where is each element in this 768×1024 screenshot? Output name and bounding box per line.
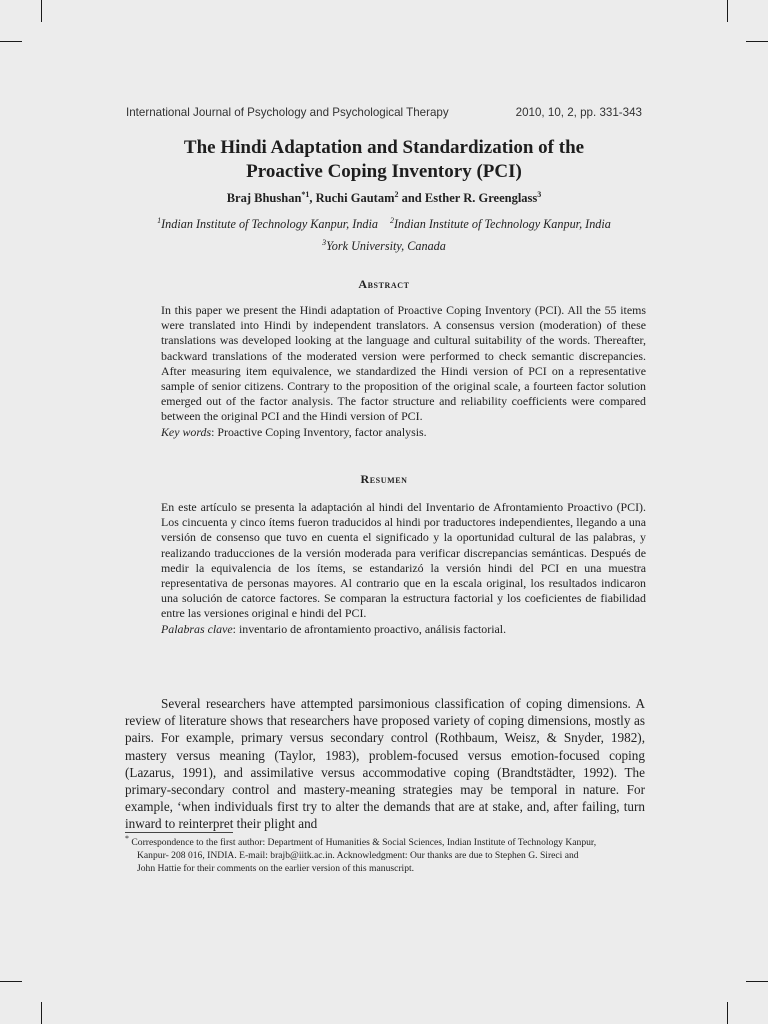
affiliation-sup: 2 bbox=[390, 215, 394, 225]
author-name: Esther R. Greenglass bbox=[424, 191, 538, 205]
author-sup: 3 bbox=[537, 189, 542, 199]
palabras-clave-label: Palabras clave bbox=[161, 621, 233, 636]
footnote-line: * Correspondence to the first author: Department of Humanities & Social Sciences, Indian Institute of Technology Kanpur, bbox=[125, 833, 597, 848]
palabras-clave-line bbox=[161, 622, 646, 637]
author-list bbox=[0, 191, 768, 206]
crop-mark bbox=[0, 981, 22, 982]
abstract-text: In this paper we present the Hindi adaptation of Proactive Coping Inventory (PCI). All the 55 items were translated into Hindi by independent translators. A consensus version (moderation) of these translations was developed looking at the language and cultural suitability of the words. Thereafter, backward translations of the moderated version were performed to check semantic discrepancies. After measuring item equivalence, we standardized the Hindi version of PCI on a representative sample of senior citizens. Contrary to the proposition of the original scale, a fourteen factor solution emerged out of the factor analysis. The factor structure and reliability coefficients were compared between the original PCI and the Hindi version of PCI. bbox=[161, 303, 646, 424]
affiliation-sup: 1 bbox=[157, 215, 162, 225]
affiliation: York University, Canada bbox=[326, 239, 446, 253]
keywords: : Proactive Coping Inventory, factor analysis. bbox=[211, 424, 427, 439]
title-line-1: The Hindi Adaptation and Standardization of the bbox=[183, 137, 585, 158]
crop-mark bbox=[41, 0, 42, 22]
footnote-marker: * bbox=[125, 833, 129, 843]
footnote bbox=[125, 833, 645, 875]
palabras-clave: : inventario de afrontamiento proactivo, análisis factorial. bbox=[232, 621, 507, 636]
journal-name: International Journal of Psychology and Psychological Therapy bbox=[126, 106, 449, 119]
author-name: Ruchi Gautam bbox=[315, 191, 395, 205]
resumen-text: En este artículo se presenta la adaptación al hindi del Inventario de Afrontamiento Proactivo (PCI). Los cincuenta y cinco ítems fueron traducidos al hindi por traductores independientes, llegando a una versión de consenso que tuvo en cuenta el significado y la oportunidad cultural de las palabras, y realizando traducciones de la versión moderada para verificar discrepancias semánticas. Después de medir la equivalencia de los ítems, se estandarizó la versión hindi del PCI en una muestra representativa de personas mayores. Al contrario que en la escala original, los resultados indicaron una solución de catorce factores. Se comparan la estructura factorial y los coeficientes de fiabilidad entre las versiones original e hindi del PCI. bbox=[161, 500, 646, 621]
citation: 2010, 10, 2, pp. 331-343 bbox=[515, 106, 642, 119]
keywords-label: Key words bbox=[161, 424, 212, 439]
keywords-line bbox=[161, 425, 646, 440]
body-paragraph: Several researchers have attempted parsimonious classification of coping dimensions. A review of literature shows that researchers have proposed variety of coping dimensions, mostly as pairs. For example, primary versus secondary control (Rothbaum, Weisz, & Snyder, 1982), mastery versus meaning (Taylor, 1983), problem-focused versus emotion-focused coping (Lazarus, 1991), and assimilative versus accommodative coping (Brandtstädter, 1992). The primary-secondary control and mastery-meaning strategies may be temporal in nature. For example, ‘when individuals first try to alter the demands that are at stake, and, after failing, turn inward to reinterpret their plight and bbox=[125, 696, 645, 832]
author-sup: *1 bbox=[301, 189, 310, 199]
resumen-block bbox=[161, 500, 646, 637]
affiliation-line-2 bbox=[0, 239, 768, 254]
title-line-2: Proactive Coping Inventory (PCI) bbox=[246, 161, 522, 182]
footnote-line: Kanpur- 208 016, INDIA. E-mail: brajb@iitk.ac.in. Acknowledgment: Our thanks are due to Stephen G. Sireci and bbox=[137, 849, 579, 861]
abstract-block bbox=[161, 303, 646, 440]
author-separator: and bbox=[398, 191, 425, 205]
affiliation-line-1 bbox=[0, 217, 768, 232]
paper-title bbox=[0, 136, 768, 184]
footnote-line: John Hattie for their comments on the earlier version of this manuscript. bbox=[137, 862, 415, 874]
affiliation: Indian Institute of Technology Kanpur, India bbox=[394, 217, 611, 231]
author-sup: 2 bbox=[394, 189, 399, 199]
crop-mark bbox=[746, 41, 768, 42]
author-separator: , bbox=[309, 191, 316, 205]
author-name: Braj Bhushan bbox=[226, 191, 302, 205]
body-text bbox=[125, 695, 645, 833]
crop-mark bbox=[41, 1002, 42, 1024]
crop-mark bbox=[727, 1002, 728, 1024]
crop-mark bbox=[727, 0, 728, 22]
abstract-heading: Abstract bbox=[358, 277, 410, 291]
affiliation: Indian Institute of Technology Kanpur, India bbox=[161, 217, 378, 231]
resumen-heading: Resumen bbox=[360, 472, 408, 486]
crop-mark bbox=[746, 981, 768, 982]
footnote-rule bbox=[125, 832, 233, 833]
affiliation-sup: 3 bbox=[322, 237, 327, 247]
crop-mark bbox=[0, 41, 22, 42]
